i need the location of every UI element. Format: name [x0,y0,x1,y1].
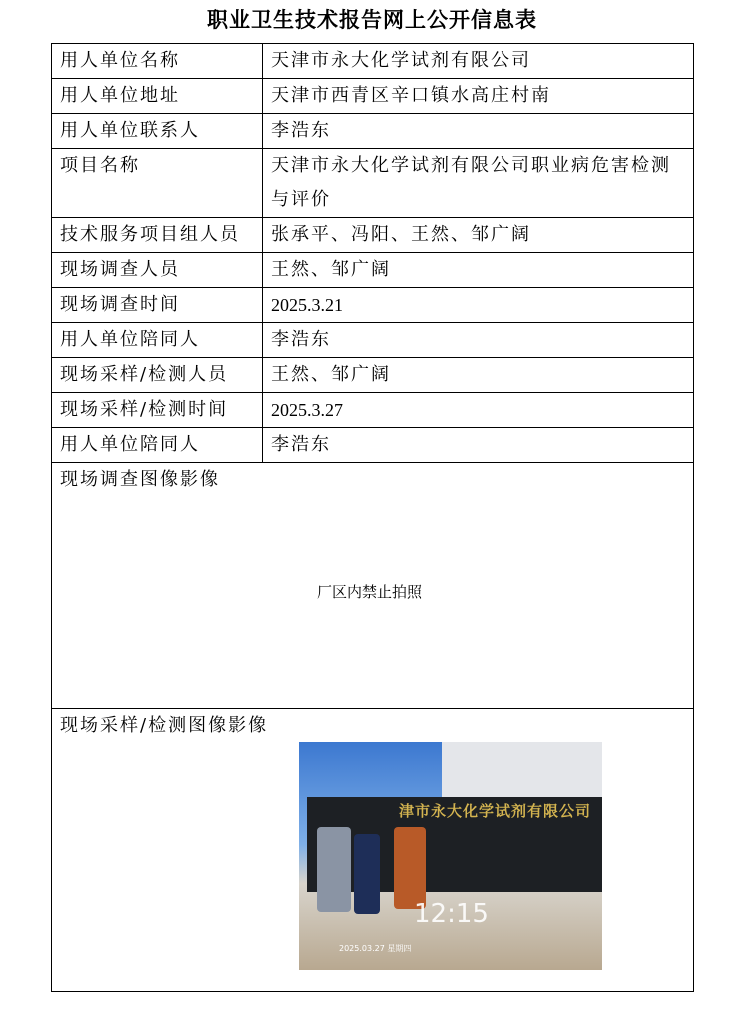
table-row [52,393,694,428]
row-value: 李浩东 [263,114,694,149]
row-value: 李浩东 [263,323,694,358]
row-label: 现场采样/检测人员 [52,358,263,393]
row-label: 现场调查人员 [52,253,263,288]
table-row [52,114,694,149]
photo-timestamp: 12:15 [414,899,489,929]
row-label: 项目名称 [52,149,263,218]
table-row [52,358,694,393]
row-label: 用人单位地址 [52,79,263,114]
row-label: 用人单位陪同人 [52,323,263,358]
row-label: 用人单位陪同人 [52,428,263,463]
sampling-images-label: 现场采样/检测图像影像 [60,715,269,736]
photo-prohibited-note: 厂区内禁止拍照 [317,583,423,601]
row-value: 天津市永大化学试剂有限公司 [263,44,694,79]
table-row [52,323,694,358]
sign-text: 津市永大化学试剂有限公司 [399,802,592,820]
person [354,834,380,914]
sampling-images-cell [52,709,694,992]
row-value: 张承平、冯阳、王然、邹广阔 [263,218,694,253]
row-value: 天津市永大化学试剂有限公司职业病危害检测与评价 [263,149,694,218]
info-table [51,43,694,992]
row-value: 李浩东 [263,428,694,463]
table-row [52,288,694,323]
page-title: 职业卫生技术报告网上公开信息表 [207,7,537,32]
row-label: 现场采样/检测时间 [52,393,263,428]
row-label: 用人单位名称 [52,44,263,79]
company-sign-wall [307,797,602,892]
row-label: 用人单位联系人 [52,114,263,149]
row-value: 天津市西青区辛口镇水高庄村南 [263,79,694,114]
sampling-images-row [52,709,694,992]
table-row [52,79,694,114]
table-row [52,149,694,218]
table-row [52,218,694,253]
table-row [52,44,694,79]
row-value: 2025.3.21 [263,288,694,323]
survey-images-row [52,463,694,709]
row-value: 2025.3.27 [263,393,694,428]
survey-images-cell [52,463,694,709]
row-label: 技术服务项目组人员 [52,218,263,253]
survey-images-label: 现场调查图像影像 [60,469,220,490]
table-row [52,428,694,463]
site-photo [299,742,602,970]
row-value: 王然、邹广阔 [263,253,694,288]
person [317,827,351,912]
table-row [52,253,694,288]
row-value: 王然、邹广阔 [263,358,694,393]
photo-date: 2025.03.27 星期四 [339,944,412,953]
row-label: 现场调查时间 [52,288,263,323]
